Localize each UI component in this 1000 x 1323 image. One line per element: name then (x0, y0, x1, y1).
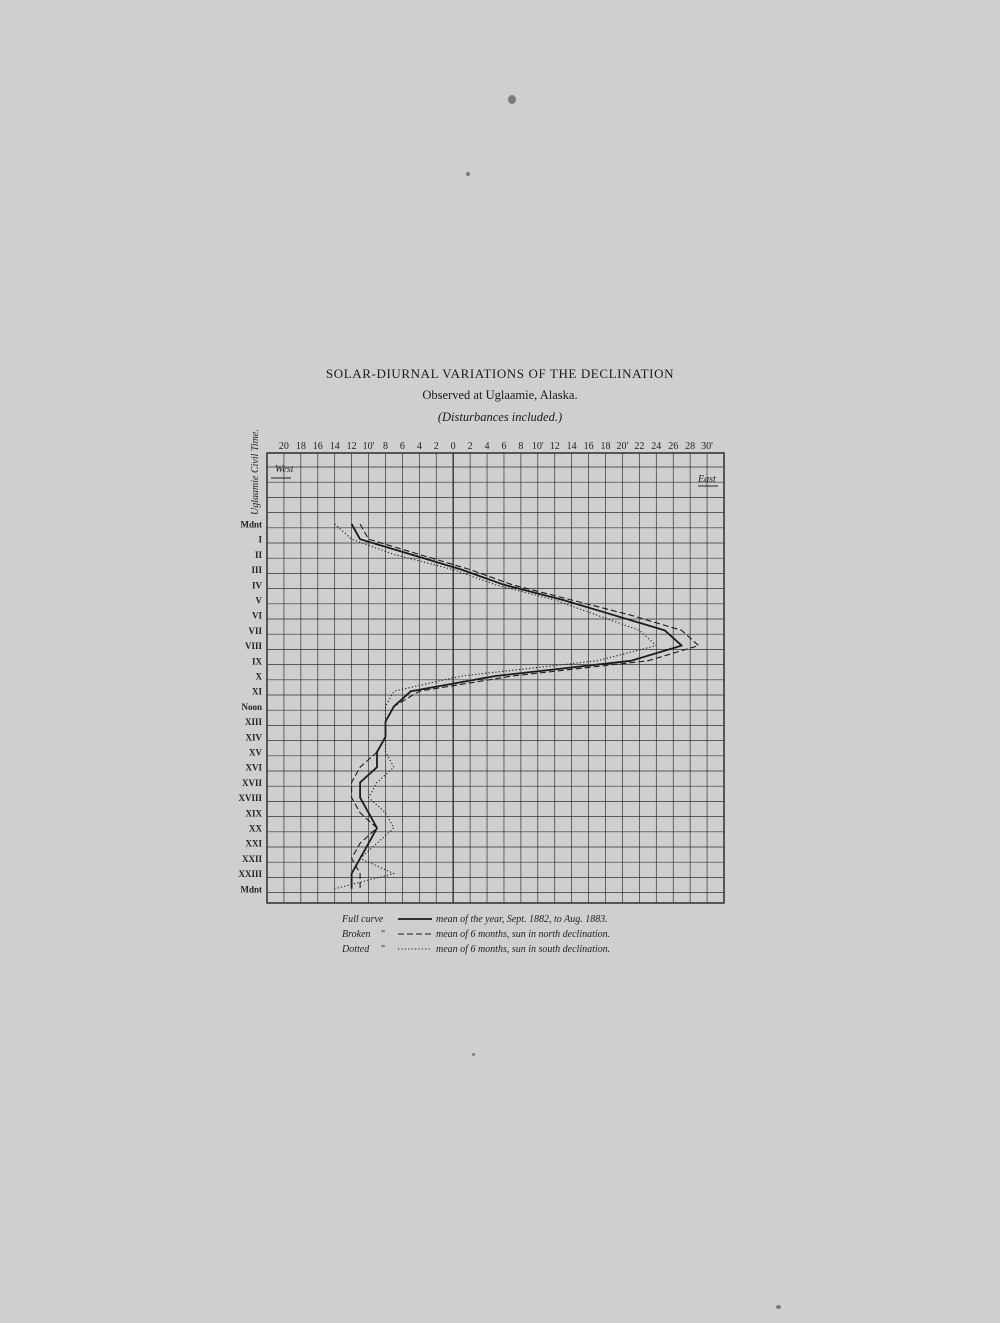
x-tick-label: 18 (600, 441, 611, 452)
x-tick-label: 8 (382, 441, 388, 452)
x-tick-label: 24 (651, 441, 662, 452)
time-label: VI (251, 610, 262, 621)
time-label: IV (251, 580, 262, 591)
time-label: II (254, 549, 262, 560)
time-label: XI (251, 686, 262, 697)
time-label: XIII (244, 717, 262, 728)
x-tick-label: 20' (616, 441, 629, 452)
y-axis-label: Uglaamie Civil Time. (250, 429, 261, 515)
east-label: East (698, 474, 716, 485)
time-label: XVIII (238, 793, 262, 804)
time-label: XIV (245, 732, 262, 743)
time-label: Mdnt (240, 884, 262, 895)
legend-ditto: " (381, 929, 386, 940)
chart-subtitle: Observed at Uglaamie, Alaska. (422, 388, 578, 402)
chart-note: (Disturbances included.) (437, 410, 563, 424)
x-tick-label: 10' (531, 441, 544, 452)
time-label: XXII (241, 853, 262, 864)
time-label: X (255, 671, 262, 682)
time-label: Noon (241, 701, 262, 712)
x-tick-label: 18 (295, 441, 306, 452)
plot-frame (267, 453, 724, 903)
time-label: VII (248, 625, 262, 636)
series-solid-line (352, 524, 682, 889)
time-label: XX (249, 823, 262, 834)
x-tick-label: 14 (329, 441, 340, 452)
paper-speck (466, 172, 470, 176)
x-tick-label: 4 (416, 441, 422, 452)
series-dotted-line (335, 524, 657, 889)
x-tick-label: 16 (583, 441, 594, 452)
x-tick-label: 4 (484, 441, 490, 452)
legend-label: Broken (342, 929, 371, 940)
time-label: IX (251, 656, 262, 667)
series-dashed-line (352, 524, 699, 889)
legend-description: mean of 6 months, sun in south declination. (436, 944, 611, 955)
x-tick-label: 30' (701, 441, 713, 452)
legend-label: Full curve (342, 914, 384, 925)
legend-description: mean of 6 months, sun in north declination. (436, 929, 611, 940)
west-label: West (275, 464, 294, 475)
x-tick-label: 14 (566, 441, 577, 452)
x-tick-label: 12 (346, 441, 357, 452)
time-label: III (251, 565, 262, 576)
time-label: XIX (245, 808, 262, 819)
time-label: XV (249, 747, 262, 758)
x-tick-label: 20 (278, 441, 289, 452)
chart-title: SOLAR-DIURNAL VARIATIONS OF THE DECLINATION (325, 366, 675, 381)
x-tick-label: 6 (399, 441, 405, 452)
time-label: Mdnt (240, 519, 262, 530)
x-tick-label: 12 (549, 441, 560, 452)
time-label: XXI (245, 838, 262, 849)
paper-speck (472, 1053, 475, 1056)
x-tick-label: 22 (634, 441, 645, 452)
x-tick-label: 8 (518, 441, 524, 452)
time-label: V (255, 595, 262, 606)
x-tick-label: 0 (450, 441, 456, 452)
x-tick-label: 16 (312, 441, 323, 452)
paper-speck (508, 95, 516, 104)
x-tick-label: 26 (668, 441, 679, 452)
x-tick-label: 10' (362, 441, 375, 452)
legend-description: mean of the year, Sept. 1882, to Aug. 1883. (436, 914, 608, 925)
x-tick-label: 2 (433, 441, 439, 452)
time-label: XVII (241, 777, 262, 788)
legend-ditto: " (381, 944, 386, 955)
legend-label: Dotted (342, 944, 370, 955)
x-tick-label: 2 (467, 441, 473, 452)
time-label: XXIII (238, 869, 262, 880)
time-label: VIII (244, 641, 262, 652)
x-tick-label: 6 (501, 441, 507, 452)
x-tick-label: 28 (685, 441, 696, 452)
time-label: XVI (245, 762, 262, 773)
time-label: I (258, 534, 262, 545)
paper-speck (776, 1305, 781, 1309)
